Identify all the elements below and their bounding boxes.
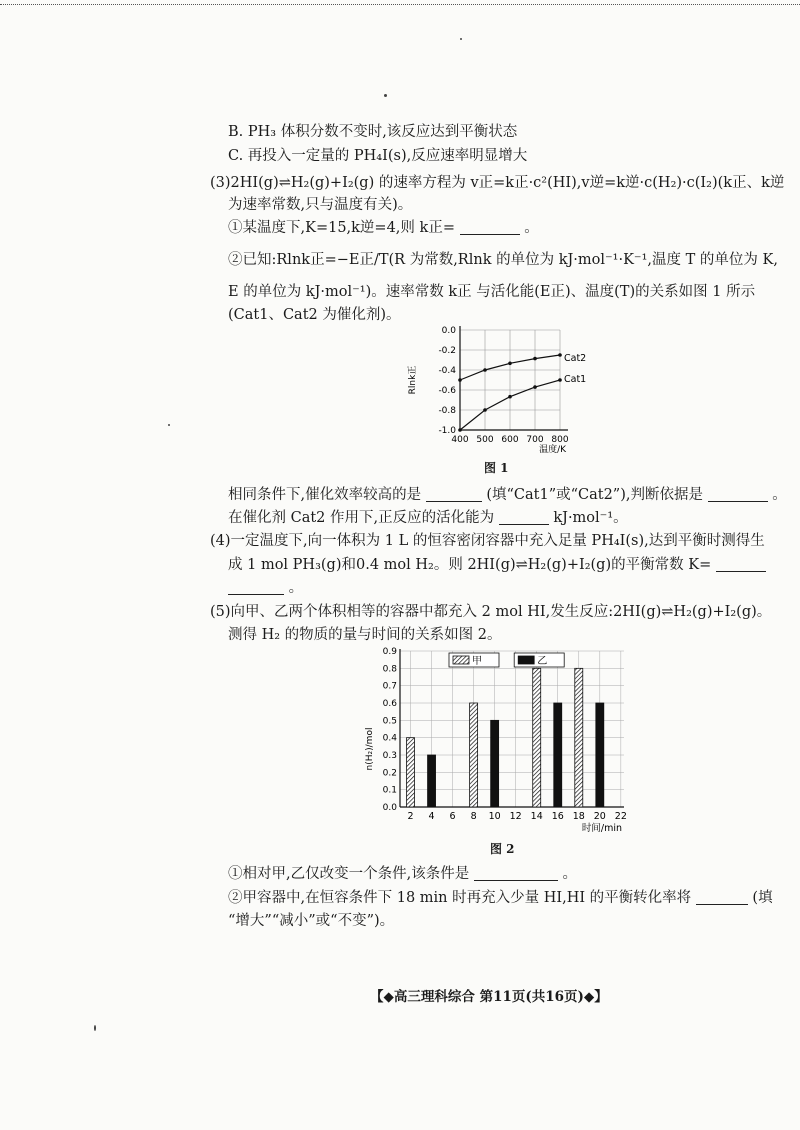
figure-2-ytick-label: 0.8	[382, 664, 397, 675]
figure-2-bar-yi	[491, 720, 499, 807]
option-b: B. PH₃ 体积分数不变时,该反应达到平衡状态	[228, 124, 518, 140]
q3-q-text-a: 相同条件下,催化效率较高的是	[228, 487, 422, 503]
figure-2-x-label: 时间/min	[581, 823, 622, 834]
q4-text-end	[228, 579, 303, 597]
q3-q2-text-b: kJ·mol⁻¹。	[553, 510, 628, 526]
figure-1-point-cat2	[508, 362, 512, 366]
figure-1-series-label: Cat1	[564, 374, 587, 385]
figure-1-grid	[460, 330, 560, 430]
page-footer: 【◆高三理科综合 第11页(共16页)◆】	[370, 989, 608, 1005]
q3-sub2-cont: E 的单位为 kJ·mol⁻¹)。速率常数 k正 与活化能(E正)、温度(T)的关系如图 1 所示	[228, 284, 756, 300]
q3-intro: (3)2HI(g)⇌H₂(g)+I₂(g) 的速率方程为 v正=k正·c²(HI),v逆=k逆·c(H₂)·c(I₂)(k正、k逆	[210, 175, 785, 191]
figure-2-ytick-label: 0.3	[382, 751, 397, 761]
scan-speck	[94, 1025, 96, 1031]
figure-1-caption: 图 1	[484, 461, 509, 475]
figure-2-xtick-label: 8	[470, 811, 477, 822]
answer-blank-reason[interactable]	[708, 487, 768, 502]
answer-blank-k[interactable]	[460, 220, 520, 235]
figure-1-point-cat1	[558, 378, 562, 382]
figure-2-bar-jia	[575, 668, 583, 807]
q3-sub1-text: ①某温度下,K=15,k逆=4,则 k正=	[228, 220, 455, 236]
q3-sub2: ②已知:Rlnk正=−E正/T(R 为常数,Rlnk 的单位为 kJ·mol⁻¹·K⁻¹,温度 T 的单位为 K,	[228, 252, 778, 268]
figure-2-legend-label-jia: 甲	[471, 656, 482, 667]
figure-2-bar-yi	[554, 703, 562, 807]
q3-sub2-question	[228, 486, 787, 504]
answer-blank-condition[interactable]	[474, 866, 558, 881]
figure-2-xtick-label: 16	[551, 811, 564, 822]
option-c: C. 再投入一定量的 PH₄I(s),反应速率明显增大	[228, 148, 528, 164]
q5-sub2-cont: “增大”“减小”或“不变”)。	[228, 913, 395, 929]
q4-end: 。	[288, 580, 304, 596]
figure-1-ytick-label: 0.0	[441, 326, 456, 336]
figure-2-xtick-label: 12	[509, 811, 522, 822]
figure-1-chart	[395, 322, 595, 457]
q3-q-text-c: 。	[772, 487, 787, 503]
figure-2-ytick-label: 0.9	[382, 647, 397, 657]
figure-2-bar-yi	[428, 755, 436, 807]
scan-speck	[168, 424, 170, 426]
figure-2-xtick-label: 20	[593, 811, 606, 822]
figure-2-legend-swatch-yi	[518, 656, 534, 664]
figure-2-xtick-label: 4	[428, 811, 435, 822]
figure-2-xtick-label: 14	[530, 811, 543, 822]
answer-blank-ea[interactable]	[499, 510, 549, 525]
figure-1-point-cat1	[458, 428, 462, 432]
figure-2-xtick-label: 22	[614, 811, 627, 822]
figure-1-xtick-label: 700	[526, 435, 544, 445]
figure-2-chart	[358, 645, 658, 835]
figure-1-point-cat2	[533, 357, 537, 361]
scan-top-rule	[0, 4, 800, 5]
figure-2-ytick-label: 0.5	[382, 716, 397, 727]
q3-q-text-b: (填“Cat1”或“Cat2”),判断依据是	[486, 487, 703, 503]
figure-1-point-cat1	[483, 408, 487, 412]
figure-1-ytick-label: -1.0	[438, 426, 456, 436]
figure-1-ytick-label: -0.4	[438, 366, 456, 376]
figure-2-bar-yi	[596, 703, 604, 807]
figure-2-ytick-label: 0.7	[382, 681, 397, 692]
q3-sub2-cont2: (Cat1、Cat2 为催化剂)。	[228, 307, 401, 323]
figure-1-y-label: Rlnk正	[408, 365, 418, 395]
figure-2-y-label: n(H₂)/mol	[365, 727, 375, 771]
q5-sub2-text: ②甲容器中,在恒容条件下 18 min 时再充入少量 HI,HI 的平衡转化率将	[228, 890, 692, 906]
figure-1-series-label: Cat2	[564, 353, 587, 364]
q5-text-cont: 测得 H₂ 的物质的量与时间的关系如图 2。	[228, 627, 502, 643]
q3-q2-text-a: 在催化剂 Cat2 作用下,正反应的活化能为	[228, 510, 495, 526]
answer-blank-conversion[interactable]	[696, 890, 748, 905]
figure-1-point-cat2	[458, 378, 462, 382]
q3-sub1-end: 。	[524, 220, 539, 236]
figure-1-point-cat2	[483, 368, 487, 372]
figure-1-point-cat1	[533, 385, 537, 389]
figure-2-legend-label-yi: 乙	[537, 656, 548, 667]
figure-2-xtick-label: 6	[449, 811, 456, 822]
figure-2-ytick-label: 0.6	[382, 699, 397, 709]
figure-2-bar-jia	[533, 668, 541, 807]
q5-sub2-fill: (填	[752, 890, 773, 906]
figure-2-caption: 图 2	[490, 842, 515, 856]
q3-intro-cont: 为速率常数,只与温度有关)。	[228, 197, 413, 213]
scan-speck	[460, 38, 462, 40]
figure-2-ytick-label: 0.1	[382, 785, 397, 796]
q3-sub2-question2	[228, 509, 628, 527]
figure-2-xtick-label: 18	[572, 811, 585, 822]
figure-2-bar-jia	[470, 703, 478, 807]
q5-sub1-end: 。	[562, 866, 577, 882]
answer-blank-K-cont[interactable]	[228, 580, 284, 595]
figure-2-ytick-label: 0.4	[382, 733, 397, 744]
q5-sub2	[228, 889, 773, 907]
figure-2-xtick-label: 10	[488, 811, 501, 822]
figure-1-point-cat1	[508, 395, 512, 399]
answer-blank-K[interactable]	[716, 557, 766, 572]
figure-2-xtick-label: 2	[407, 811, 414, 822]
q4-text: (4)一定温度下,向一体积为 1 L 的恒容密闭容器中充入足量 PH₄I(s),达到平衡时测得生	[210, 533, 765, 549]
q4-text-cont	[228, 556, 766, 574]
q5-sub1	[228, 865, 577, 883]
figure-1-ytick-label: -0.8	[438, 406, 456, 416]
scan-speck	[384, 94, 387, 97]
q5-sub1-text: ①相对甲,乙仅改变一个条件,该条件是	[228, 866, 470, 882]
figure-1-xtick-label: 500	[476, 435, 494, 445]
figure-2-bar-jia	[407, 738, 415, 807]
figure-2-ytick-label: 0.0	[382, 803, 397, 813]
figure-2-ytick-label: 0.2	[382, 768, 397, 779]
figure-2-legend-swatch-jia	[453, 656, 469, 664]
q5-text: (5)向甲、乙两个体积相等的容器中都充入 2 mol HI,发生反应:2HI(g)⇌H₂(g)+I₂(g)。	[210, 604, 772, 620]
figure-1-xtick-label: 800	[551, 435, 569, 445]
figure-1-xtick-label: 600	[501, 435, 519, 445]
answer-blank-catalyst[interactable]	[426, 487, 482, 502]
q3-sub1	[228, 219, 539, 237]
figure-1-ytick-label: -0.6	[438, 386, 456, 396]
figure-1-point-cat2	[558, 353, 562, 357]
q4-text-cont-text: 成 1 mol PH₃(g)和0.4 mol H₂。则 2HI(g)⇌H₂(g)+I₂(g)的平衡常数 K=	[228, 557, 712, 573]
figure-1-x-label: 温度/K	[539, 445, 566, 455]
figure-1-xtick-label: 400	[451, 435, 469, 445]
figure-1-ytick-label: -0.2	[438, 346, 456, 356]
